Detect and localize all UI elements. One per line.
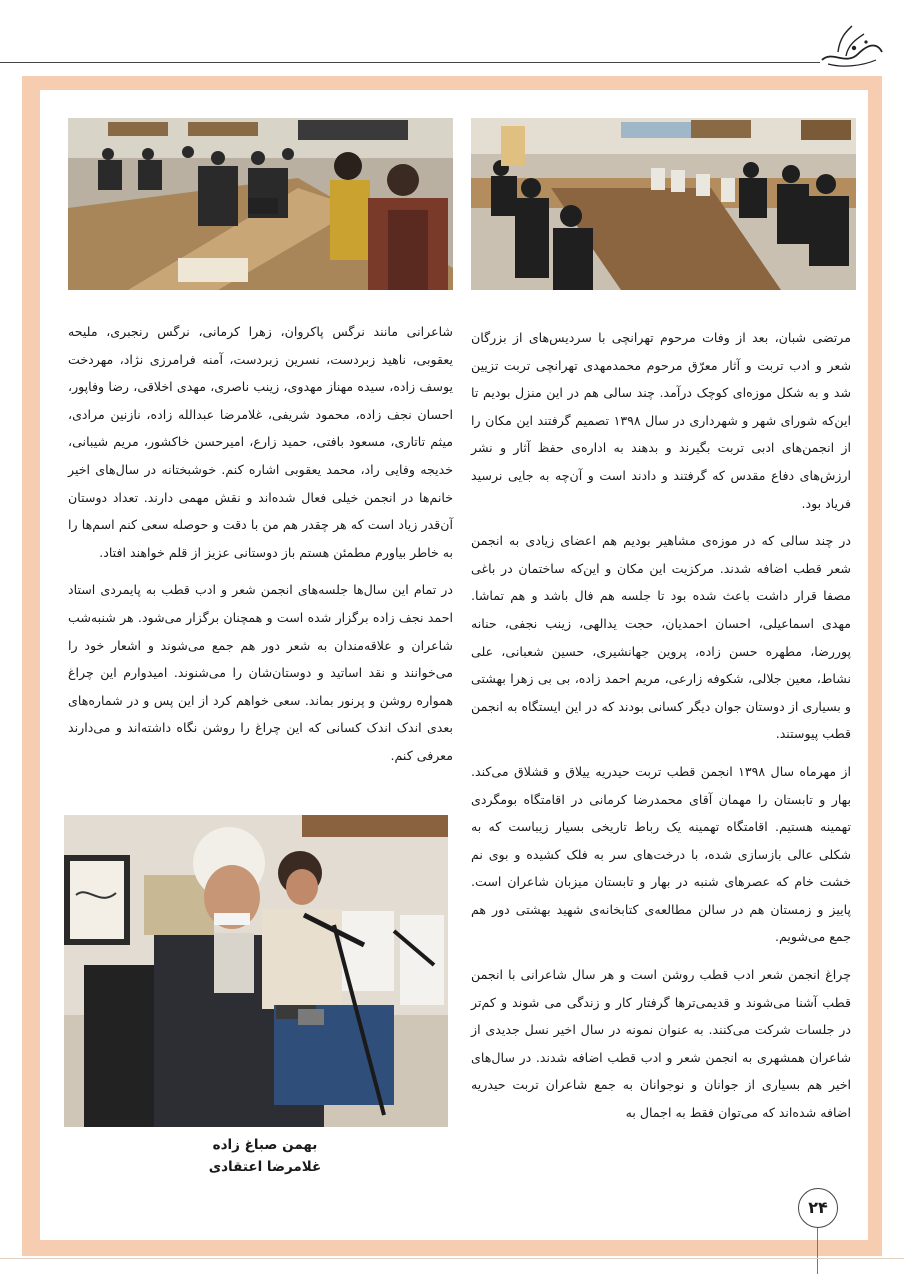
paragraph: مرتضی شبان، بعد از وفات مرحوم تهرانچی با سردیس‌های از بزرگان شعر و ادب تربت و آثار معرّق مرحوم محمدمهدی تهرانچی تربت تزیین شد و به شکل موزه‌ای کوچک درآمد. چند سالی هم در این منزل بودیم تا این‌که شورای شهر و شهرداری در سال ۱۳۹۸ تصمیم گرفتند این مکان را از انجمن‌های ادبی تربت بگیرند و بدهند به اداره‌ی حفظ آثار و نشر ارزش‌های دفاع مقدس که گرفتند و دادند است و آن‌چه به جایی نرسید فریاد بود. xyxy=(471,330,852,511)
photo-caption xyxy=(160,1134,370,1178)
photo-poet-reading xyxy=(64,815,448,1127)
photo-meeting-hall xyxy=(471,118,856,290)
page-number: ۲۴ xyxy=(798,1188,838,1228)
caption-line: غلامرضا اعتقادی xyxy=(208,1159,322,1175)
paragraph: در تمام این سال‌ها جلسه‌های انجمن شعر و ادب قطب به پایمردی استاد احمد نجف زاده برگزار شده است و همچنان برگزار می‌شود. هر شنبه‌شب شاعران و علاقه‌مندان به شعر دور هم جمع می‌شوند و اشعار خود را می‌خوانند و نقد اساتید و دوستان‌شان را می‌شنوند. امیدوارم این چراغ همواره روشن و پرنور بماند. سعی خواهم کرد از این پس و در شماره‌های بعدی اندک اندک کسانی که این چراغ را روشن نگاه داشته‌اند و می‌دارند معرفی کنم. xyxy=(68,582,453,763)
right-text-column xyxy=(471,324,851,1137)
paragraph: از مهرماه سال ۱۳۹۸ انجمن قطب تربت حیدریه ییلاق و قشلاق می‌کند. بهار و تابستان را مهمان آقای محمدرضا کرمانی در اقامتگاه بومگردی تهمینه هستیم. اقامتگاه تهمینه یک رباط تاریخی بسیار زیباست که به شکلی عالی بازسازی شده، با درخت‌های سر به فلک کشیده و بوی نم خشت خام که عصرهای شنبه در بهار و تابستان میزبان شاعران است. پاییز و زمستان هم در سالن مطالعه‌ی کتابخانه‌ی شهید بهشتی دور هم جمع می‌شویم. xyxy=(471,763,852,945)
paragraph: چراغ انجمن شعر ادب قطب روشن است و هر سال شاعرانی با انجمن قطب آشنا می‌شوند و قدیمی‌ترها گرفتار کار و زندگی می شوند و کم‌تر در جلسات شرکت می‌کنند. به عنوان نمونه در سال اخیر نسل جدیدی از شاعران همشهری به انجمن شعر و ادب قطب اضافه شدند. در سال‌های اخیر هم بسیاری از جوانان و نوجوانان به جمع شاعران تربت حیدریه اضافه شده‌اند که می‌توان فقط به اجمال به xyxy=(471,967,851,1121)
bottom-rule xyxy=(0,1258,904,1259)
left-text-column xyxy=(68,318,453,780)
photo-poets-at-table xyxy=(68,118,453,290)
page-number-stem xyxy=(817,1222,818,1274)
top-rule xyxy=(0,62,820,63)
caption-line: بهمن صباغ زاده xyxy=(212,1137,318,1153)
paragraph: شاعرانی مانند نرگس پاکروان، زهرا کرمانی، نرگس رنجبری، ملیحه یعقوبی، ناهید زبردست، نسرین زبردست، آمنه فرامرزی نژاد، مهردخت یوسف زاده، سیده مهناز مهدوی، زینب ناصری، مهدی اخلاقی، رضا وفاپور، احسان نجف زاده، محمود شریفی، غلامرضا عبدالله زاده، نازنین مرادی، میثم تاتاری، مسعود بافتی، حمید زارع، امیرحسن خاکشور، مریم شیبانی، خدیجه وفایی راد، محمد یعقوبی اشاره کنم. خوشبختانه در سال‌های اخیر خانم‌ها در انجمن خیلی فعال شده‌اند و نقش مهمی دارند. تعداد دوستان آن‌قدر زیاد است که هر چقدر هم من با دقت و حوصله سعی کنم اسم‌ها را به خاطر بیاورم مطمئن هستم باز دوستانی عزیز از قلم خواهند افتاد. xyxy=(68,324,453,560)
magazine-logo-icon xyxy=(818,22,884,72)
paragraph: در چند سالی که در موزه‌ی مشاهیر بودیم هم اعضای زیادی به انجمن شعر قطب اضافه شدند. مرکزیت این مکان و این‌که ساختمان در باغی مصفا قرار داشت باعث شده بود تا جلسه هم فال باشد و هم تماشا. مهدی اسماعیلی، احسان احمدیان، حجت یدالهی، زینب نجفی، حنانه پوررضا، مطهره حسن زاده، پروین جهانشیری، حسین شعبانی، علی نشاط، معین جلالی، شکوفه زارعی، مریم احمد زاده، بی بی زهرا بهشتی و بسیاری از دوستان جوان دیگر کسانی بودند که در این ایستگاه به انجمن قطب پیوستند. xyxy=(471,533,851,742)
